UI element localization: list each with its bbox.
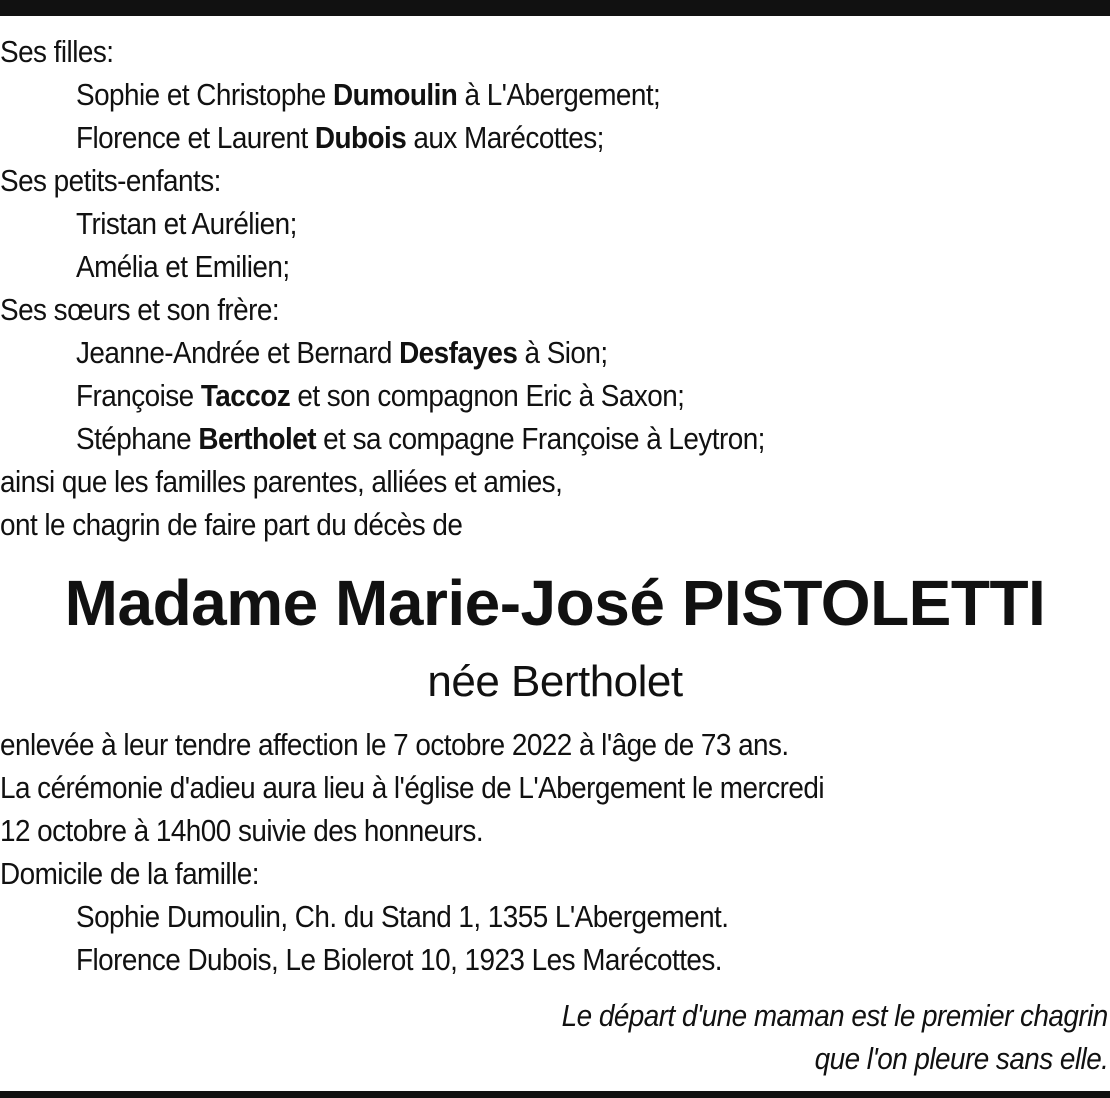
daughter-2-surname: Dubois [314, 120, 407, 155]
domicile-heading: Domicile de la famille: [0, 856, 259, 891]
grandchildren-line-2: Amélia et Emilien; [76, 249, 290, 284]
daughter-2-place: aux Marécottes; [406, 120, 604, 155]
birth-name: née Bertholet [427, 657, 683, 706]
address-line-1: Sophie Dumoulin, Ch. du Stand 1, 1355 L'Abergement. [76, 899, 729, 934]
quote-line-1: Le départ d'une maman est le premier chagrin [561, 998, 1108, 1033]
sibling-line-3 [76, 419, 765, 459]
deceased-name: Madame Marie-José PISTOLETTI [64, 567, 1046, 639]
sibling-1-place: à Sion; [517, 335, 608, 370]
sibling-2-surname: Taccoz [200, 378, 291, 413]
death-line: enlevée à leur tendre affection le 7 octobre 2022 à l'âge de 73 ans. [0, 727, 789, 762]
daughter-line-1 [76, 75, 660, 115]
daughter-1-place: à L'Abergement; [457, 77, 661, 112]
bottom-rule [0, 1091, 1110, 1098]
sibling-3-names: Stéphane [76, 421, 199, 456]
families-line: ainsi que les familles parentes, alliées et amies, [0, 464, 563, 499]
ceremony-line-1: La cérémonie d'adieu aura lieu à l'église de L'Abergement le mercredi [0, 770, 824, 805]
sibling-2-names: Françoise [76, 378, 201, 413]
quote-line-2: que l'on pleure sans elle. [814, 1041, 1108, 1076]
sibling-line-1 [76, 333, 608, 373]
daughter-1-names: Sophie et Christophe [76, 77, 333, 112]
grandchildren-line-1: Tristan et Aurélien; [76, 206, 297, 241]
grandchildren-heading: Ses petits-enfants: [0, 163, 221, 198]
daughters-heading: Ses filles: [0, 34, 114, 69]
ceremony-line-2: 12 octobre à 14h00 suivie des honneurs. [0, 813, 484, 848]
sibling-3-surname: Bertholet [198, 421, 316, 456]
top-rule [0, 0, 1110, 16]
siblings-heading: Ses sœurs et son frère: [0, 292, 280, 327]
daughter-line-2 [76, 118, 604, 158]
sibling-line-2 [76, 376, 684, 416]
sibling-3-place: et sa compagne Françoise à Leytron; [315, 421, 765, 456]
sibling-1-names: Jeanne-Andrée et Bernard [76, 335, 400, 370]
sibling-1-surname: Desfayes [399, 335, 518, 370]
sibling-2-place: et son compagnon Eric à Saxon; [290, 378, 685, 413]
announce-line: ont le chagrin de faire part du décès de [0, 507, 463, 542]
daughter-2-names: Florence et Laurent [76, 120, 315, 155]
daughter-1-surname: Dumoulin [332, 77, 458, 112]
address-line-2: Florence Dubois, Le Biolerot 10, 1923 Les Marécottes. [76, 942, 723, 977]
